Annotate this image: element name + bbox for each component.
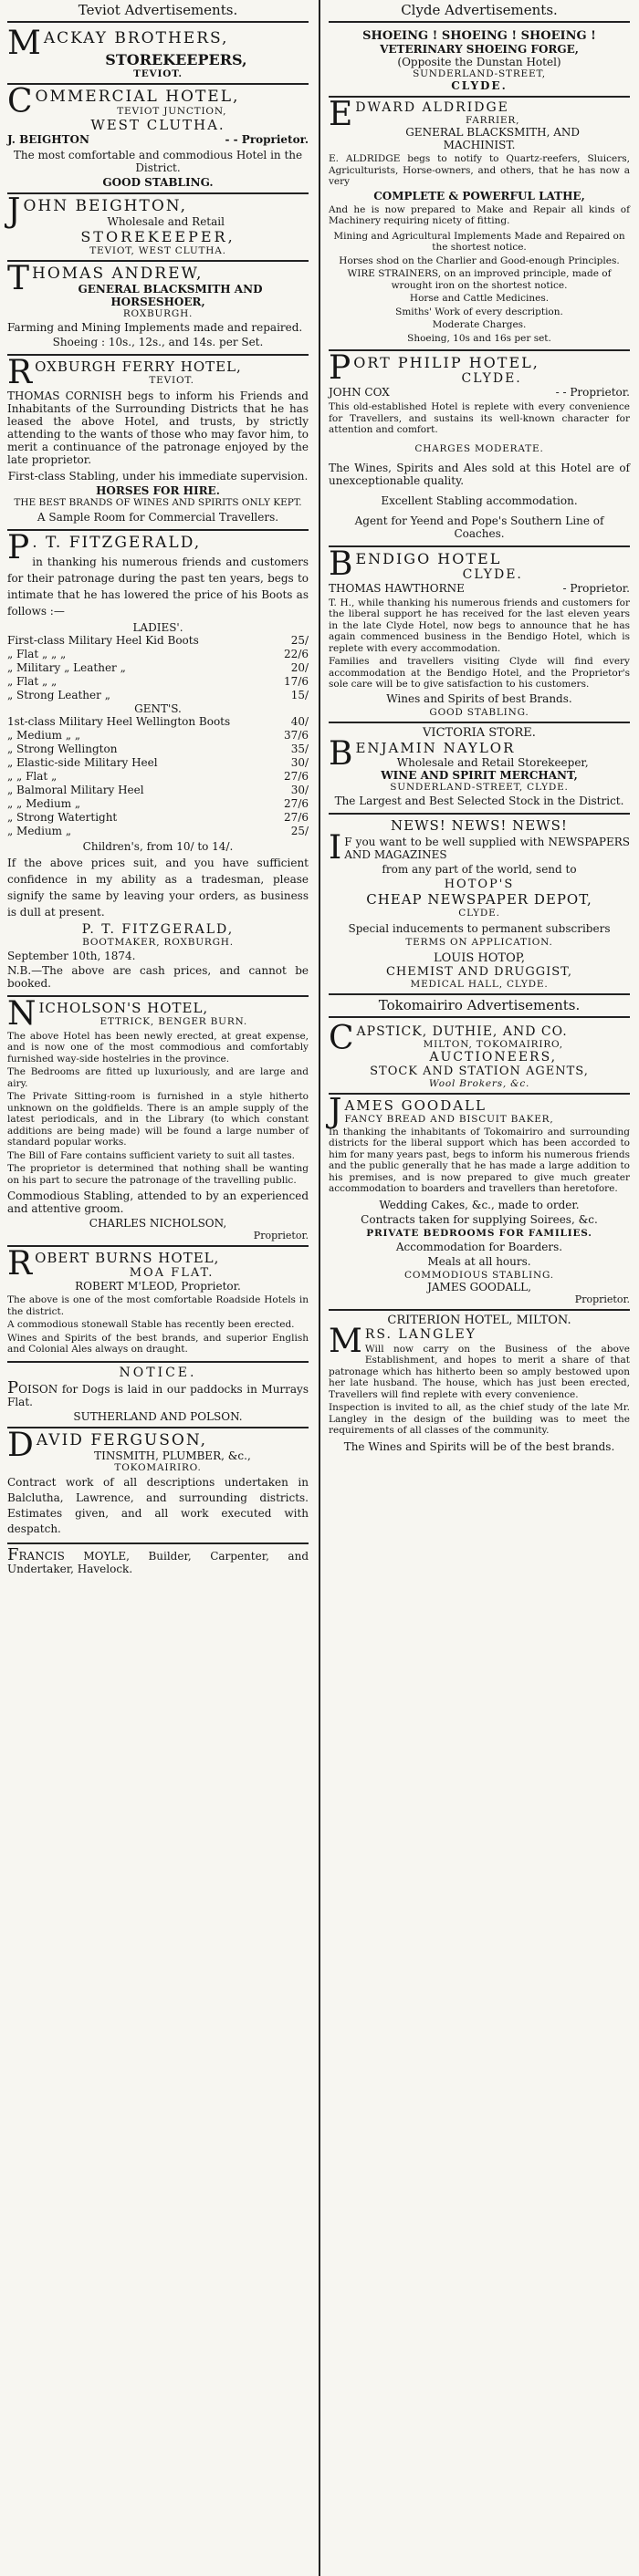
drop-cap: B	[329, 545, 353, 583]
price-row	[7, 743, 309, 756]
ad-text: CHARGES MODERATE.	[414, 442, 544, 454]
ad-place: CLYDE.	[461, 371, 522, 386]
ad-subtitle: Wholesale and Retail	[107, 215, 225, 228]
hotop-news-ad	[329, 815, 630, 995]
ad-title: ENDIGO HOTEL	[355, 549, 502, 567]
price-row	[7, 689, 309, 702]
ladies-price-list	[7, 634, 309, 702]
drop-cap: P	[7, 528, 30, 566]
drop-cap: N	[7, 994, 37, 1033]
price-value: 25/	[290, 824, 309, 837]
ad-text: N.B.—The above are cash prices, and cannot be booked.	[7, 963, 309, 990]
ad-title: OHN BEIGHTON,	[23, 197, 187, 215]
nicholson-ad	[7, 994, 309, 1248]
ad-place: CLYDE.	[462, 566, 523, 582]
ad-title: ICHOLSON'S HOTEL,	[38, 999, 209, 1016]
bendigo-ad: B ENDIGO HOTEL CLYDE. THOMAS HAWTHORNE - Proprietor. T. H., while thanking his numerous friends and customers for the liberal support he has received for the last eleven years in the late Clyde Hotel, now begs to announce that he has again commenced business in the Bendigo Hotel, which is replete with every accommodation. Families and travellers visiting Clyde will find every accommodation at the Bendigo Hotel, and the Proprietor's sole care will be to give satisfaction to his customers. Wines and Spirits of best Brands. GOOD STABLING.	[329, 547, 630, 723]
signature: SUTHERLAND AND POLSON.	[73, 1409, 243, 1423]
price-row	[7, 756, 309, 770]
drop-cap: E	[329, 96, 353, 133]
ad-subtitle: FARRIER,	[466, 115, 520, 126]
drop-cap: P	[329, 349, 351, 387]
port-philip-ad: P ORT PHILIP HOTEL, CLYDE. JOHN COX - - Proprietor. This old-established Hotel is replete with every convenience for Travellers, and sustains its well-known character for attention and comfort. CHARGES MODERATE. The Wines, Spirits and Ales sold at this Hotel are of unexceptionable quality. Excellent Stabling accommodation. Agent for Yeend and Pope's Southern Line of Coaches.	[329, 351, 630, 547]
price-value: 27/6	[284, 769, 309, 783]
left-column	[4, 0, 312, 1581]
price-value: 22/6	[284, 647, 309, 660]
drop-cap: T	[7, 260, 30, 297]
ad-title: HOMAS ANDREW,	[32, 265, 204, 283]
ad-title: AMES GOODALL	[344, 1096, 487, 1114]
fitzgerald-ad	[7, 528, 309, 997]
price-item: First-class Military Heel Kid Boots	[7, 633, 199, 647]
ad-text: Wholesale and Retail Storekeeper,	[396, 755, 589, 769]
price-value: 15/	[290, 688, 309, 701]
ad-place: ROXBURGH.	[122, 308, 194, 319]
proprietor-label: Proprietor.	[241, 133, 309, 146]
signature-sub: Proprietor.	[253, 1230, 309, 1241]
ad-title: CRITERION HOTEL, MILTON.	[387, 1313, 571, 1327]
price-item: „ Flat „ „ „	[7, 647, 67, 660]
ad-title: OMMERCIAL HOTEL,	[35, 88, 240, 106]
price-row	[7, 784, 309, 797]
price-value: 27/6	[284, 796, 309, 810]
signature-sub: BOOTMAKER, ROXBURGH.	[82, 936, 234, 948]
ad-subtitle: CHEMIST AND DRUGGIST,	[385, 964, 573, 979]
ad-text: Accommodation for Boarders.	[395, 1240, 563, 1253]
ad-text: HORSES FOR HIRE.	[96, 484, 220, 497]
ad-text: T. H., while thanking his numerous friends and customers for the liberal support he has received for the last eleven years in the late Clyde Hotel, now begs to announce that he has again commenced business in the Bendigo Hotel, which is replete with every accommodation.	[329, 597, 630, 654]
ad-text: Moderate Charges.	[432, 319, 527, 330]
ad-subtitle: ENJAMIN NAYLOR	[355, 739, 516, 756]
price-value: 30/	[290, 783, 309, 796]
ad-subtitle: LOUIS HOTOP,	[434, 950, 525, 965]
ad-title: ORT PHILIP HOTEL,	[353, 354, 539, 371]
ad-text: Meals at all hours.	[427, 1254, 531, 1268]
price-item: „ Balmoral Military Heel	[7, 783, 144, 796]
price-row	[7, 675, 309, 689]
price-row	[7, 770, 309, 784]
ad-text: Farming and Mining Implements made and repaired.	[7, 321, 303, 334]
proprietor-label: Proprietor.	[570, 386, 630, 399]
drop-cap: J	[329, 1092, 342, 1130]
price-item: „ Strong Watertight	[7, 810, 118, 824]
drop-cap: D	[7, 1426, 34, 1464]
ad-text: COMMODIOUS STABLING.	[404, 1269, 554, 1281]
ad-subtitle: TINSMITH, PLUMBER, &c.,	[94, 1449, 251, 1462]
ad-subtitle: GENERAL BLACKSMITH AND	[78, 283, 263, 296]
price-row	[7, 797, 309, 811]
ad-title: OBERT BURNS HOTEL,	[35, 1250, 220, 1266]
price-row	[7, 729, 309, 743]
ad-place: TEVIOT.	[149, 375, 194, 386]
ad-text: OISON for Dogs is laid in our paddocks in Murrays Flat.	[7, 1382, 309, 1408]
ad-text: Wool Brokers, &c.	[428, 1077, 530, 1089]
price-row	[7, 825, 309, 838]
ad-title: NOTICE.	[119, 1365, 197, 1380]
price-value: 35/	[290, 742, 309, 755]
signature-sub: Proprietor.	[574, 1293, 630, 1305]
price-item: „ Medium „	[7, 824, 72, 837]
ad-text: The above Hotel has been newly erected, at great expense, and is now one of the most commodious and comfortably furnished way-side hostelries in the province.	[7, 1030, 309, 1065]
ad-text: in thanking his numerous friends and customers for their patronage during the past ten years, begs to intimate that he has lowered the price of his Boots as follows :—	[7, 555, 309, 618]
clyde-header: Clyde Advertisements.	[329, 0, 630, 23]
price-row	[7, 811, 309, 825]
ad-subtitle: FANCY BREAD AND BISCUIT BAKER,	[344, 1113, 554, 1125]
ad-subtitle: MACHINIST.	[443, 139, 516, 151]
ad-text: THOMAS CORNISH begs to inform his Friends and Inhabitants of the Surrounding Districts that he has leased the above Hotel, and trusts, by strictly attending to the wants of those who may favor him, to merit a continuance of the patronage enjoyed by the late proprietor.	[7, 390, 309, 466]
price-value: 37/6	[284, 728, 309, 742]
ad-text: The Private Sitting-room is furnished in a style hitherto unknown on the goldfields. There is an ample supply of the latest periodicals, and in the Library (to which constant additions are being made) will be found a large number of standard popular works.	[7, 1091, 309, 1148]
ad-subtitle: STOREKEEPER,	[80, 228, 236, 245]
ad-place: SUNDERLAND-STREET, CLYDE.	[390, 781, 569, 793]
drop-cap: M	[329, 1322, 362, 1360]
ad-text: If the above prices suit, and you have sufficient confidence in my ability as a tradesman, please signify the same by leaving your orders, as business is dull at present.	[7, 856, 309, 919]
ad-text: Children's, from 10/ to 14/.	[82, 839, 234, 853]
price-value: 27/6	[284, 810, 309, 824]
proprietor-name: JOHN COX	[329, 386, 390, 399]
ad-title: DWARD ALDRIDGE	[355, 100, 509, 115]
ad-title: NEWS! NEWS! NEWS!	[391, 816, 568, 834]
ad-text: First-class Stabling, under his immediate supervision.	[7, 470, 309, 483]
ad-text: Contracts taken for supplying Soirees, &c.	[361, 1212, 598, 1226]
ad-title: . T. FITZGERALD,	[32, 533, 202, 552]
ad-date: September 10th, 1874.	[7, 949, 136, 962]
ad-text: In thanking the inhabitants of Tokomairiro and surrounding districts for the liberal support which has been accorded to him for many years past, begs to inform his numerous friends and the public generally that he has made a large addition to his premises, and is now prepared to give much greater accommodation to boarders and travellers than heretofore.	[329, 1126, 630, 1194]
ad-text: The most comfortable and commodious Hotel in the District.	[13, 149, 303, 174]
ad-subtitle: HORSESHOER,	[110, 296, 205, 308]
price-value: 20/	[290, 660, 309, 674]
teviot-header: Teviot Advertisements.	[7, 0, 309, 23]
ad-text: E. ALDRIDGE begs to notify to Quartz-reefers, Sluicers, Agriculturists, Horse-owners, and others, that he has now a very	[329, 153, 630, 187]
ad-text: Wines and Spirits of the best brands, and superior English and Colonial Ales always on draught.	[7, 1332, 309, 1355]
robert-burns-ad	[7, 1247, 309, 1363]
ad-text: The Bill of Fare contains sufficient variety to suit all tastes.	[7, 1149, 295, 1161]
ad-text: Mining and Agricultural Implements Made and Repaired on the shortest notice.	[333, 230, 625, 253]
ad-text: Shoeing, 10s and 16s per set.	[407, 332, 551, 344]
mackay-ad	[7, 26, 309, 85]
proprietor-name: ROBERT M'LEOD, Proprietor.	[75, 1280, 241, 1293]
section-heading: GENT'S.	[134, 701, 182, 715]
commercial-hotel-ad: C OMMERCIAL HOTEL, TEVIOT JUNCTION, WEST CLUTHA. J. BEIGHTON - - Proprietor. The most comfortable and commodious Hotel in the District. GOOD STABLING.	[7, 85, 309, 194]
gents-price-list	[7, 715, 309, 838]
ad-title: OXBURGH FERRY HOTEL,	[35, 358, 242, 375]
ad-title: APSTICK, DUTHIE, AND CO.	[356, 1023, 568, 1039]
ad-place: TEVIOT, WEST CLUTHA.	[89, 245, 226, 256]
ad-place: TOKOMAIRIRO.	[114, 1461, 202, 1473]
ad-text: RANCIS MOYLE, Builder, Carpenter, and Undertaker, Havelock.	[7, 1549, 309, 1575]
signature: JAMES GOODALL,	[427, 1280, 531, 1293]
ad-text: The above is one of the most comfortable Roadside Hotels in the district.	[7, 1294, 309, 1317]
beighton-ad	[7, 194, 309, 262]
ad-text: TERMS ON APPLICATION.	[405, 936, 553, 948]
drop-cap: C	[7, 83, 33, 120]
ad-title: SHOEING ! SHOEING ! SHOEING !	[362, 29, 596, 43]
proprietor-name: THOMAS HAWTHORNE	[329, 581, 465, 595]
column-divider	[319, 0, 320, 2576]
ad-text: Commodious Stabling, attended to by an experienced and attentive groom.	[7, 1189, 309, 1215]
ad-text: Special inducements to permanent subscribers	[348, 921, 611, 935]
ad-text: The Largest and Best Selected Stock in the District.	[334, 794, 624, 807]
ad-place: MEDICAL HALL, CLYDE.	[410, 978, 549, 990]
ad-subtitle: RS. LANGLEY	[364, 1326, 477, 1342]
drop-cap: J	[7, 192, 21, 230]
ad-place: TEVIOT.	[133, 68, 183, 79]
ad-text: Families and travellers visiting Clyde will find every accommodation at the Bendigo Hotel, and the Proprietor's sole care will be to give satisfaction to his customers.	[329, 656, 630, 690]
price-value: 30/	[290, 755, 309, 769]
shoeing-forge-ad	[329, 26, 630, 98]
price-value: 17/6	[284, 674, 309, 688]
ad-place: CLYDE.	[451, 79, 508, 92]
ad-text: Excellent Stabling accommodation.	[381, 493, 578, 507]
ad-text: COMPLETE & POWERFUL LATHE,	[373, 189, 585, 203]
drop-cap: M	[7, 25, 41, 62]
ad-text: WIRE STRAINERS, on an improved principle, made of wrought iron on the shortest notice.	[347, 268, 612, 291]
drop-cap: P	[7, 1377, 19, 1397]
drop-cap: C	[329, 1019, 354, 1057]
ad-text: Horses shod on the Charlier and Good-enough Principles.	[339, 254, 620, 266]
price-item: „ „ Flat „	[7, 769, 58, 783]
moyle-ad	[7, 1544, 309, 1581]
ad-text: Horse and Cattle Medicines.	[409, 293, 550, 304]
ad-text: The Bedrooms are fitted up luxuriously, and are large and airy.	[7, 1066, 309, 1089]
andrew-ad	[7, 262, 309, 356]
ad-text: Will now carry on the Business of the above Establishment, and hopes to merit a share of that patronage which has hitherto been so amply bestowed upon her late husband. The house, which has just been erected, Travellers will find replete with every convenience.	[329, 1343, 630, 1400]
ad-text: PRIVATE BEDROOMS FOR FAMILIES.	[366, 1227, 592, 1239]
ad-text: THE BEST BRANDS OF WINES AND SPIRITS ONLY KEPT.	[14, 497, 302, 508]
ad-text: This old-established Hotel is replete with every convenience for Travellers, and sustains its well-known character for attention and comfort.	[329, 401, 630, 435]
victoria-store-ad	[329, 723, 630, 815]
ad-text: Wedding Cakes, &c., made to order.	[379, 1198, 580, 1211]
ad-place: WEST CLUTHA.	[90, 117, 225, 133]
signature: P. T. FITZGERALD,	[81, 921, 235, 937]
drop-cap: B	[329, 734, 353, 773]
price-row	[7, 661, 309, 675]
ad-title: VICTORIA STORE.	[423, 725, 536, 740]
ad-place: MILTON, TOKOMAIRIRO,	[423, 1038, 563, 1050]
ad-subtitle: AUCTIONEERS,	[429, 1049, 558, 1065]
goodall-ad	[329, 1092, 630, 1311]
ad-subtitle: HOTOP'S	[444, 877, 515, 891]
drop-cap: I	[329, 828, 342, 867]
ad-text: A commodious stonewall Stable has recently been erected.	[7, 1319, 295, 1330]
price-item: „ Strong Wellington	[7, 742, 118, 755]
ad-text: The Wines, Spirits and Ales sold at this Hotel are of unexceptionable quality.	[329, 461, 630, 487]
proprietor-label: Proprietor.	[570, 581, 630, 595]
ad-place: ETTRICK, BENGER BURN.	[100, 1015, 247, 1027]
right-column	[325, 0, 634, 1459]
ad-text: WINE AND SPIRIT MERCHANT,	[381, 768, 578, 782]
ad-subtitle: TEVIOT JUNCTION,	[117, 106, 227, 117]
ad-text: from any part of the world, send to	[382, 862, 577, 876]
ad-subtitle: MOA FLAT.	[129, 1266, 215, 1280]
ad-subtitle: STOCK AND STATION AGENTS,	[370, 1064, 589, 1078]
ad-text: The proprietor is determined that nothing shall be wanting on his part to secure the patronage of the travelling public.	[7, 1163, 309, 1186]
ad-text: GOOD STABLING.	[429, 706, 529, 718]
drop-cap: F	[7, 1544, 19, 1564]
capstick-ad	[329, 1019, 630, 1095]
ad-subtitle: GENERAL BLACKSMITH, AND	[405, 126, 581, 139]
ad-place: CLYDE.	[458, 907, 500, 919]
ad-subtitle: CHEAP NEWSPAPER DEPOT,	[366, 890, 592, 908]
criterion-hotel-ad	[329, 1311, 630, 1459]
price-value: 25/	[290, 633, 309, 647]
price-item: 1st-class Military Heel Wellington Boots	[7, 714, 231, 728]
section-heading: LADIES'.	[132, 620, 183, 634]
proprietor-name: J. BEIGHTON	[7, 133, 89, 146]
ad-subtitle: VETERINARY SHOEING FORGE,	[380, 43, 579, 56]
ad-text: Inspection is invited to all, as the chief study of the late Mr. Langley in the design of the building was to meet the requirements of all classes of the community.	[329, 1402, 630, 1436]
price-item: „ Elastic-side Military Heel	[7, 755, 158, 769]
ad-text: And he is now prepared to Make and Repair all kinds of Machinery requiring nicety of fitting.	[329, 203, 630, 226]
price-item: „ Medium „ „	[7, 728, 81, 742]
price-item: „ Strong Leather „	[7, 688, 110, 701]
ad-text: Contract work of all descriptions undertaken in Balclutha, Lawrence, and surrounding districts. Estimates given, and all work executed with despatch.	[7, 1475, 309, 1535]
notice-ad	[7, 1363, 309, 1428]
ad-place: SUNDERLAND-STREET,	[413, 68, 546, 79]
price-item: „ „ Medium „	[7, 796, 81, 810]
ad-text: F you want to be well supplied with NEWSPAPERS AND MAGAZINES	[344, 835, 630, 861]
ferguson-ad	[7, 1428, 309, 1544]
ad-text: Shoeing : 10s., 12s., and 14s. per Set.	[52, 336, 264, 348]
price-row	[7, 715, 309, 729]
signature: CHARLES NICHOLSON,	[89, 1217, 227, 1230]
drop-cap: R	[7, 354, 33, 391]
price-row	[7, 634, 309, 648]
ad-text: (Opposite the Dunstan Hotel)	[397, 56, 561, 68]
ad-text: A Sample Room for Commercial Travellers.	[37, 510, 279, 524]
ad-title: ACKAY BROTHERS,	[43, 29, 229, 47]
ad-text: Wines and Spirits of best Brands.	[386, 691, 572, 705]
ad-text: Smiths' Work of every description.	[395, 306, 563, 317]
price-value: 40/	[290, 714, 309, 728]
aldridge-ad	[329, 98, 630, 351]
ad-text: Agent for Yeend and Pope's Southern Line of Coaches.	[354, 514, 604, 540]
price-item: „ Flat „ „	[7, 674, 58, 688]
roxburgh-ferry-ad	[7, 356, 309, 531]
ad-text: GOOD STABLING.	[102, 176, 214, 189]
drop-cap: R	[7, 1245, 33, 1283]
ad-text: The Wines and Spirits will be of the best brands.	[343, 1439, 615, 1453]
ad-title: AVID FERGUSON,	[36, 1430, 208, 1449]
tokomairiro-header: Tokomairiro Advertisements.	[329, 995, 630, 1018]
ad-subtitle: STOREKEEPERS,	[105, 51, 247, 68]
price-row	[7, 648, 309, 661]
price-item: „ Military „ Leather „	[7, 660, 126, 674]
